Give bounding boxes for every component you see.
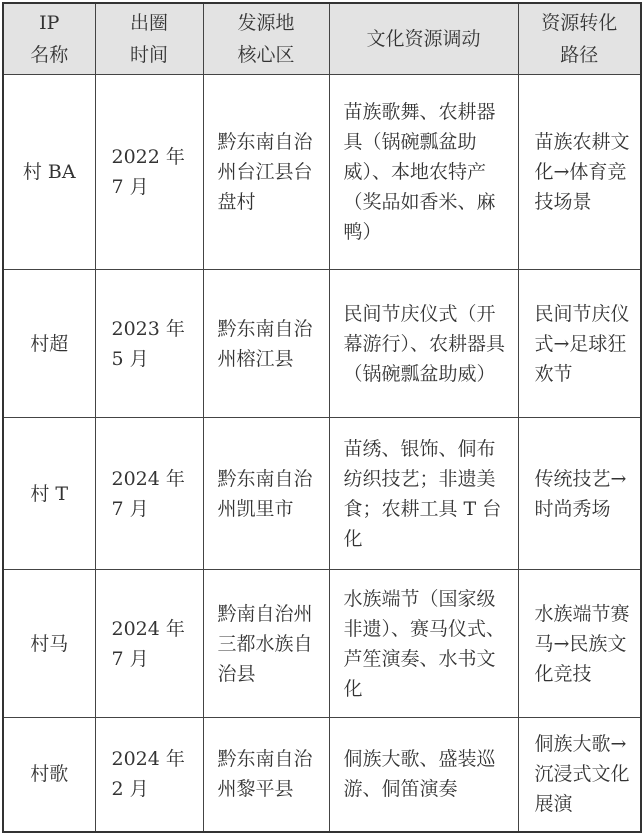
header-row [3,3,641,75]
cell-origin: 黔东南自治州榕江县 [203,270,329,418]
cell-origin: 黔南自治州三都水族自治县 [203,570,329,718]
cultural-ip-table [2,2,642,833]
header-ip-name: IP 名称 [3,3,95,75]
cell-time: 2023 年 5 月 [95,270,203,418]
cell-path: 侗族大歌→沉浸式文化展演 [518,718,641,832]
cell-ip-name: 村马 [3,570,95,718]
cell-ip-name: 村歌 [3,718,95,832]
table-row [3,570,641,718]
cell-path: 民间节庆仪式→足球狂欢节 [518,270,641,418]
cell-time: 2024 年 7 月 [95,418,203,570]
cell-path: 水族端节赛马→民族文化竞技 [518,570,641,718]
cell-resources: 民间节庆仪式（开幕游行）、农耕器具（锅碗瓢盆助威） [329,270,518,418]
header-resources: 文化资源调动 [329,3,518,75]
cell-path: 苗族农耕文化→体育竞技场景 [518,75,641,270]
cell-time: 2024 年 2 月 [95,718,203,832]
cell-origin: 黔东南自治州黎平县 [203,718,329,832]
cell-path: 传统技艺→时尚秀场 [518,418,641,570]
header-path: 资源转化 路径 [518,3,641,75]
table-row [3,718,641,832]
cell-resources: 侗族大歌、盛装巡游、侗笛演奏 [329,718,518,832]
cell-ip-name: 村超 [3,270,95,418]
table-row [3,75,641,270]
cell-time: 2024 年 7 月 [95,570,203,718]
cell-origin: 黔东南自治州台江县台盘村 [203,75,329,270]
cell-resources: 水族端节（国家级非遗）、赛马仪式、芦笙演奏、水书文化 [329,570,518,718]
cell-ip-name: 村 BA [3,75,95,270]
table-header [3,3,641,75]
cell-resources: 苗绣、银饰、侗布纺织技艺；非遗美食；农耕工具 T 台化 [329,418,518,570]
header-time: 出圈 时间 [95,3,203,75]
cell-time: 2022 年 7 月 [95,75,203,270]
cell-resources: 苗族歌舞、农耕器具（锅碗瓢盆助威）、本地农特产（奖品如香米、麻鸭） [329,75,518,270]
cell-origin: 黔东南自治州凯里市 [203,418,329,570]
table-body [3,75,641,832]
cell-ip-name: 村 T [3,418,95,570]
table-row [3,270,641,418]
header-origin: 发源地 核心区 [203,3,329,75]
table-row [3,418,641,570]
